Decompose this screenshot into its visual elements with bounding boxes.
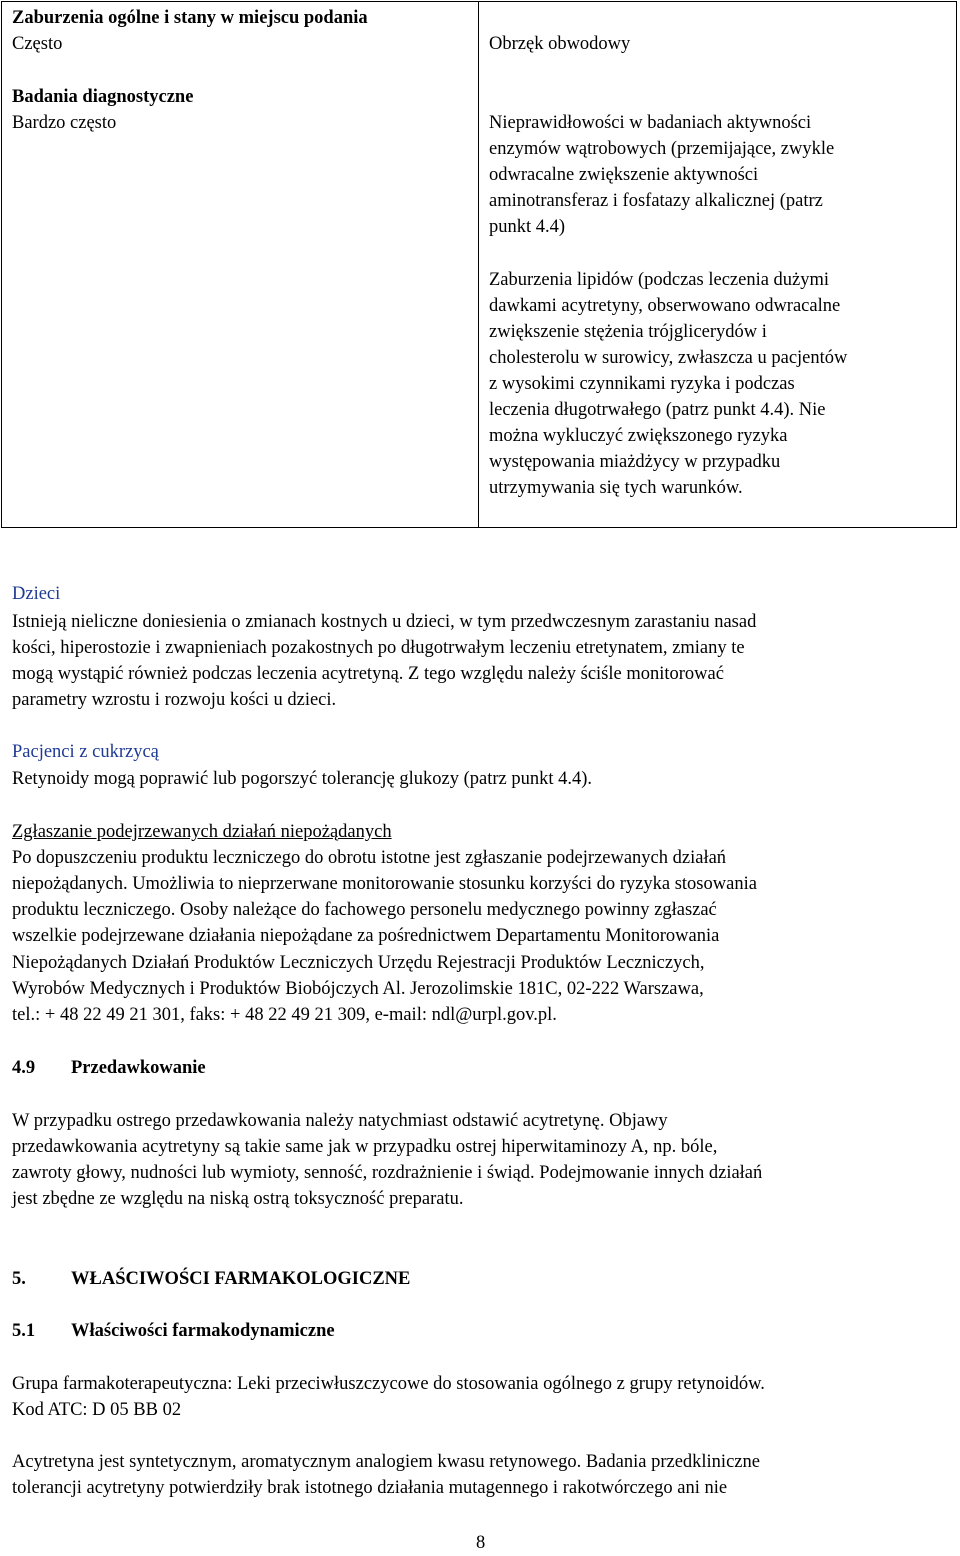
children-heading: Dzieci [12, 584, 61, 604]
table-row-2-effect-2-line: zwiększenie stężenia trójglicerydów i [489, 322, 767, 342]
pharmacodynamics-text-line: tolerancji acytretyny potwierdziły brak istotnego działania mutagennego i rakotwórczego ani nie [12, 1478, 728, 1498]
table-row-2-effect-1-line: enzymów wątrobowych (przemijające, zwykle [489, 139, 835, 159]
table-row-2-effect-2-line: leczenia długotrwałego (patrz punkt 4.4). Nie [489, 400, 826, 420]
table-row-2-effect-2-line: cholesterolu w surowicy, zwłaszcza u pacjentów [489, 348, 848, 368]
table-row-2-effect-2-line: można wykluczyć zwiększonego ryzyka [489, 426, 788, 446]
overdose-text-line: W przypadku ostrego przedawkowania należy natychmiast odstawić acytretynę. Objawy [12, 1111, 668, 1131]
section-5-1-title: Właściwości farmakodynamiczne [71, 1321, 335, 1341]
page-number: 8 [476, 1533, 486, 1553]
section-5-1-number: 5.1 [12, 1321, 36, 1341]
children-text-line: kości, hiperostozie i zwapnieniach pozakostnych po długotrwałym leczeniu etretynatem, zmiany te [12, 638, 745, 658]
children-text-line: parametry wzrostu i rozwoju kości u dzieci. [12, 690, 337, 710]
overdose-text-line: jest zbędne ze względu na niską ostrą toksyczność preparatu. [12, 1189, 464, 1209]
section-5-title: WŁAŚCIWOŚCI FARMAKOLOGICZNE [71, 1269, 411, 1289]
table-row-2-effect-2-line: dawkami acytretyny, obserwowano odwracalne [489, 296, 841, 316]
pharmacotherapeutic-group-line: Grupa farmakoterapeutyczna: Leki przeciwłuszczycowe do stosowania ogólnego z grupy retynoidów. [12, 1374, 765, 1394]
table-row-2-category: Badania diagnostyczne [12, 87, 194, 107]
overdose-section-title: Przedawkowanie [71, 1058, 206, 1078]
atc-code-line: Kod ATC: D 05 BB 02 [12, 1400, 182, 1420]
reporting-text-line: tel.: + 48 22 49 21 301, faks: + 48 22 49 21 309, e-mail: ndl@urpl.gov.pl. [12, 1005, 557, 1025]
table-row-2-effect-1-line: aminotransferaz i fosfatazy alkalicznej (patrz [489, 191, 823, 211]
reporting-text-line: Po dopuszczeniu produktu leczniczego do obrotu istotne jest zgłaszanie podejrzewanych działań [12, 848, 727, 868]
children-text-line: mogą wystąpić również podczas leczenia acytretyną. Z tego względu należy ściśle monitorować [12, 664, 724, 684]
reporting-text-line: produktu leczniczego. Osoby należące do fachowego personelu medycznego powinny zgłaszać [12, 900, 717, 920]
reporting-text-line: wszelkie podejrzewane działania niepożądane za pośrednictwem Departamentu Monitorowania [12, 926, 720, 946]
table-row-2-effect-1-line: Nieprawidłowości w badaniach aktywności [489, 113, 812, 133]
adverse-events-table [1, 1, 957, 528]
reporting-text-line: Wyrobów Medycznych i Produktów Biobójczych Al. Jerozolimskie 181C, 02-222 Warszawa, [12, 979, 704, 999]
table-row-1-effect: Obrzęk obwodowy [489, 34, 631, 54]
children-text-line: Istnieją nieliczne doniesienia o zmianach kostnych u dzieci, w tym przedwczesnym zarastaniu nasad [12, 612, 757, 632]
diabetes-heading: Pacjenci z cukrzycą [12, 742, 159, 762]
overdose-text-line: przedawkowania acytretyny są takie same jak w przypadku ostrej hiperwitaminozy A, np. bóle, [12, 1137, 718, 1157]
table-row-2-effect-1-line: punkt 4.4) [489, 217, 566, 237]
table-row-1-category: Zaburzenia ogólne i stany w miejscu podania [12, 8, 368, 28]
table-row-2-effect-1-line: odwracalne zwiększenie aktywności [489, 165, 759, 185]
section-5-number: 5. [12, 1269, 26, 1289]
reporting-text-line: niepożądanych. Umożliwia to nieprzerwane monitorowanie stosunku korzyści do ryzyka stosowania [12, 874, 757, 894]
pharmacodynamics-text-line: Acytretyna jest syntetycznym, aromatycznym analogiem kwasu retynowego. Badania przedkliniczne [12, 1452, 760, 1472]
overdose-text-line: zawroty głowy, nudności lub wymioty, senność, rozdrażnienie i świąd. Podejmowanie innych działań [12, 1163, 763, 1183]
table-column-divider [478, 2, 479, 527]
table-row-1-frequency: Często [12, 34, 63, 54]
table-row-2-effect-2-line: występowania miażdżycy w przypadku [489, 452, 781, 472]
table-row-2-effect-2-line: Zaburzenia lipidów (podczas leczenia dużymi [489, 270, 830, 290]
table-row-2-frequency: Bardzo często [12, 113, 117, 133]
table-row-2-effect-2-line: z wysokimi czynnikami ryzyka i podczas [489, 374, 795, 394]
overdose-section-number: 4.9 [12, 1058, 36, 1078]
reporting-heading: Zgłaszanie podejrzewanych działań niepożądanych [12, 822, 392, 842]
table-row-2-effect-2-line: utrzymywania się tych warunków. [489, 478, 743, 498]
diabetes-text-line: Retynoidy mogą poprawić lub pogorszyć tolerancję glukozy (patrz punkt 4.4). [12, 769, 593, 789]
reporting-text-line: Niepożądanych Działań Produktów Leczniczych Urzędu Rejestracji Produktów Leczniczych, [12, 953, 705, 973]
